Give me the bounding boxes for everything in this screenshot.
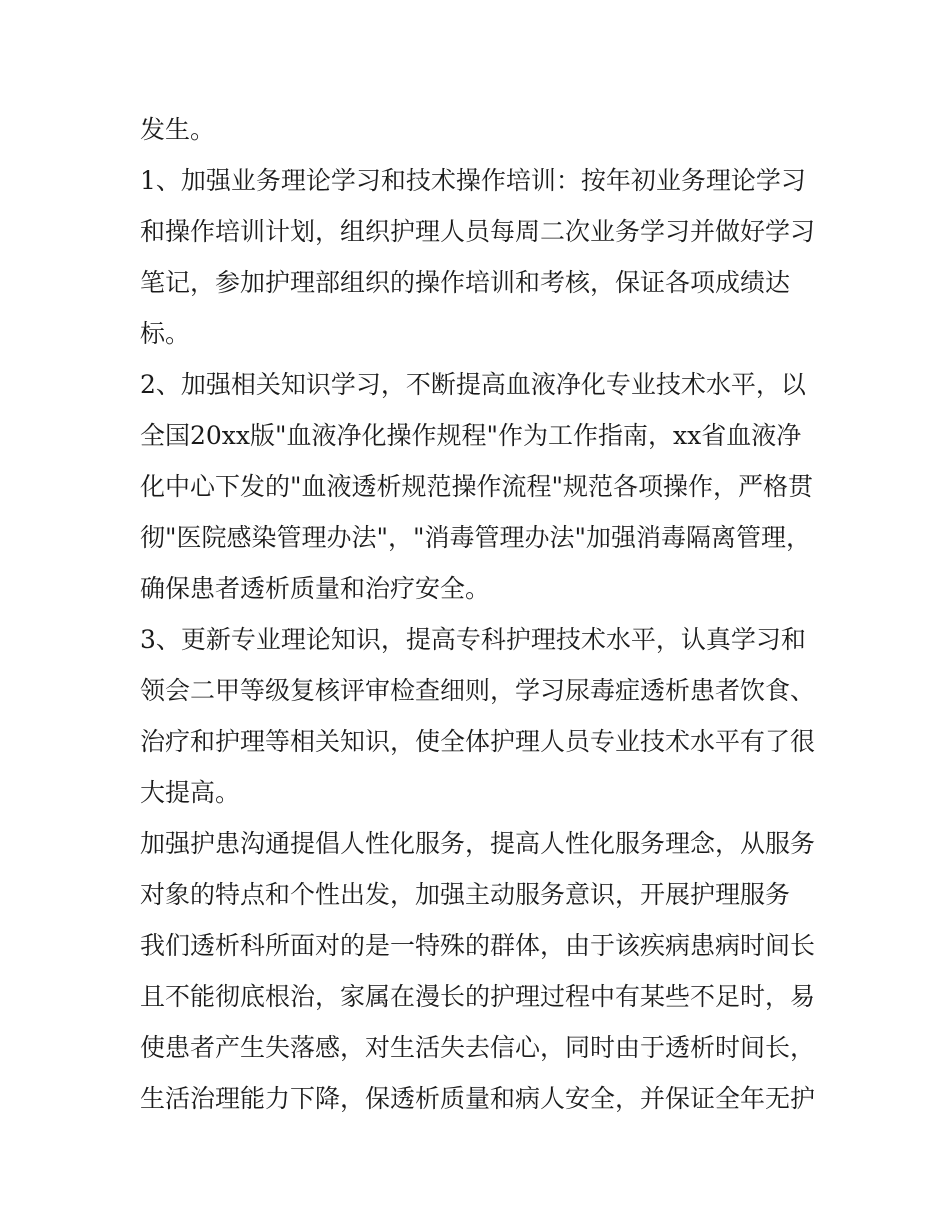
text-line: 和操作培训计划，组织护理人员每周二次业务学习并做好学习	[140, 217, 816, 246]
document-body	[140, 104, 820, 1124]
text-line: 2、加强相关知识学习，不断提高血液净化专业技术水平，以	[140, 370, 806, 399]
text-line: 且不能彻底根治，家属在漫长的护理过程中有某些不足时，易	[140, 982, 816, 1011]
text-line: 大提高。	[140, 778, 241, 807]
text-line: 我们透析科所面对的是一特殊的群体，由于该疾病患病时间长	[140, 931, 816, 960]
text-line: 彻"医院感染管理办法"，"消毒管理办法"加强消毒隔离管理，	[140, 523, 811, 552]
text-line: 确保患者透析质量和治疗安全。	[140, 574, 491, 603]
text-line: 笔记，参加护理部组织的操作培训和考核，保证各项成绩达	[140, 268, 791, 297]
text-line: 3、更新专业理论知识，提高专科护理技术水平，认真学习和	[140, 625, 806, 654]
text-line: 领会二甲等级复核评审检查细则，学习尿毒症透析患者饮食、	[140, 676, 816, 705]
text-line: 治疗和护理等相关知识，使全体护理人员专业技术水平有了很	[140, 727, 816, 756]
text-line: 对象的特点和个性出发，加强主动服务意识，开展护理服务	[140, 880, 791, 909]
text-line: 1、加强业务理论学习和技术操作培训：按年初业务理论学习	[140, 166, 806, 195]
text-line: 生活治理能力下降，保透析质量和病人安全，并保证全年无护	[140, 1084, 816, 1113]
text-line: 加强护患沟通提倡人性化服务，提高人性化服务理念，从服务	[140, 829, 816, 858]
text-line: 使患者产生失落感，对生活失去信心，同时由于透析时间长，	[140, 1033, 816, 1062]
text-line: 化中心下发的"血液透析规范操作流程"规范各项操作，严格贯	[140, 472, 814, 501]
text-line: 标。	[140, 319, 191, 348]
text-line: 全国20xx版"血液净化操作规程"作为工作指南，xx省血液净	[140, 421, 802, 450]
text-line: 发生。	[140, 115, 216, 144]
